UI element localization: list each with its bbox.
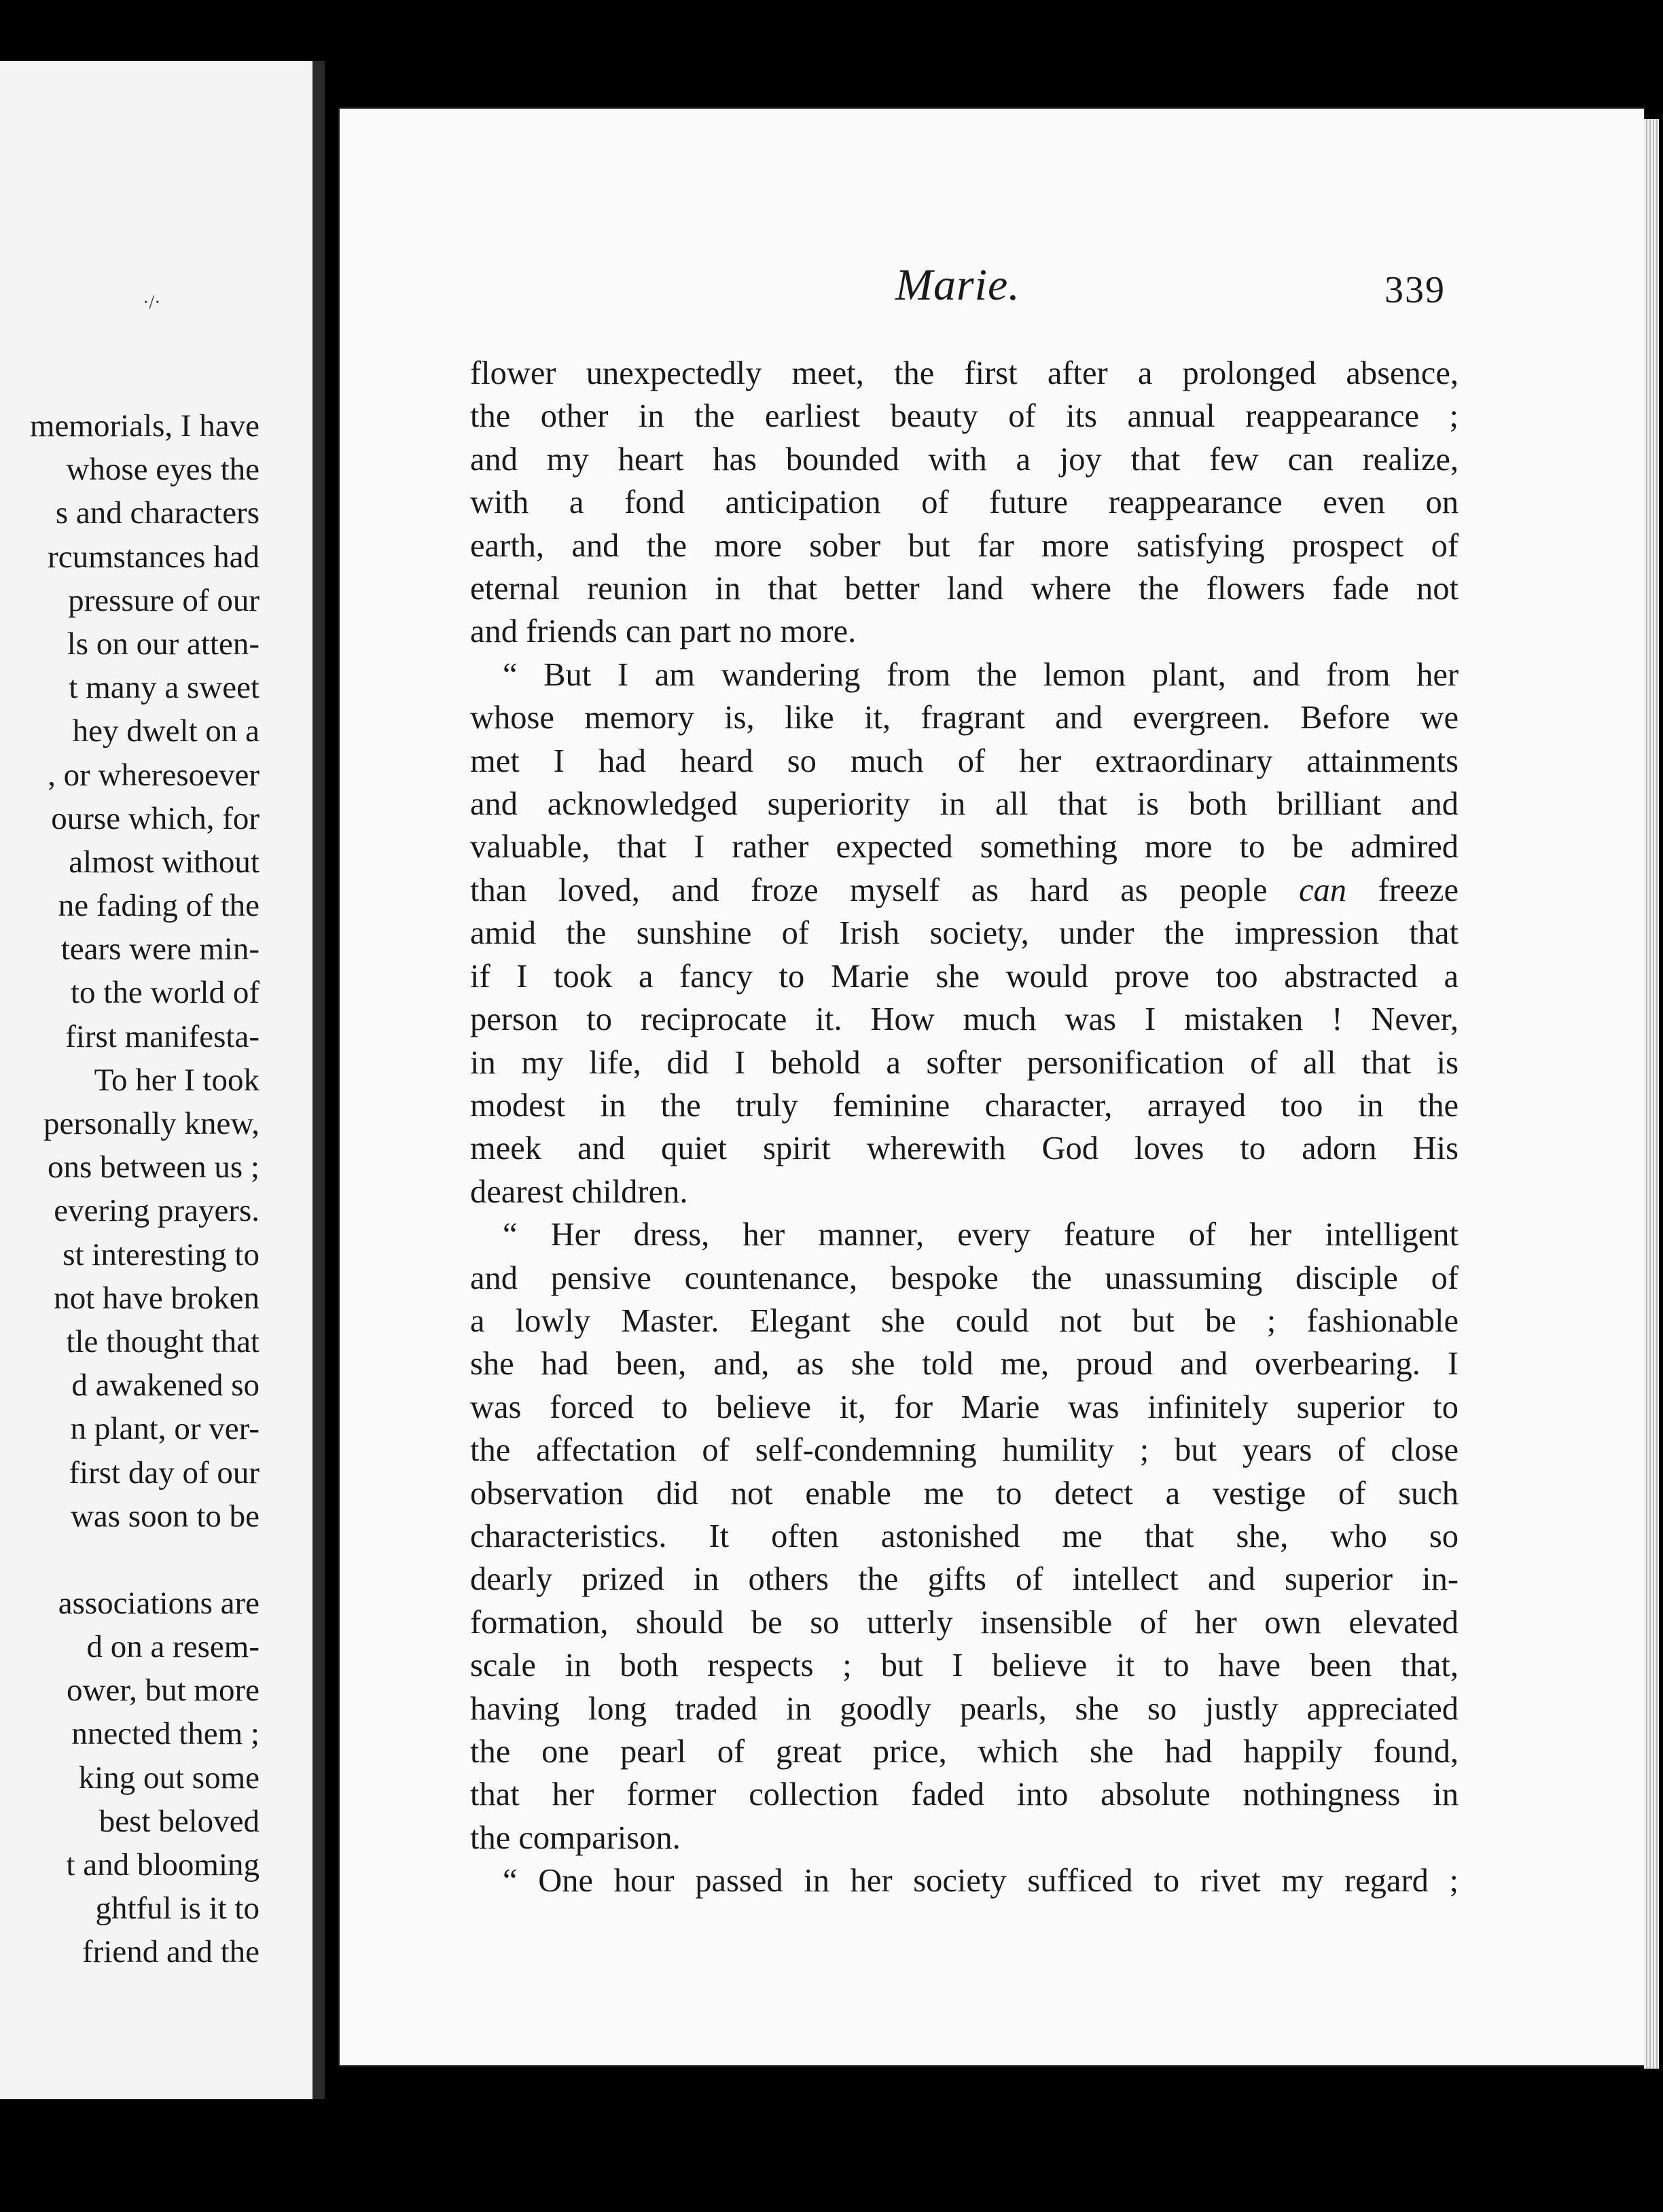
left-line: was soon to be <box>70 1498 260 1534</box>
text-line: whose memory is, like it, fragrant and evergreen. Before we <box>470 700 1459 736</box>
text-line: in my life, did I behold a softer personification of all that is <box>470 1044 1459 1081</box>
text-line: was forced to believe it, for Marie was infinitely superior to <box>470 1389 1459 1425</box>
left-line: s and characters <box>55 495 260 531</box>
left-page <box>0 61 325 2099</box>
page-edge <box>1644 119 1659 2069</box>
left-line: t many a sweet <box>69 670 260 706</box>
left-line: ghtful is it to <box>95 1891 260 1927</box>
body-text <box>470 352 1459 1903</box>
text-line: she had been, and, as she told me, proud and overbearing. I <box>470 1346 1459 1382</box>
left-line: rcumstances had <box>48 539 260 575</box>
text-line: met I had heard so much of her extraordinary attainments <box>470 743 1459 779</box>
text-line-start: than loved, and froze myself as hard as people <box>470 872 1268 908</box>
left-line: ls on our atten- <box>67 626 260 662</box>
text-line: the affectation of self-condemning humility ; but years of close <box>470 1432 1459 1469</box>
text-line: with a fond anticipation of future reappearance even on <box>470 484 1459 521</box>
left-line: To her I took <box>94 1062 260 1098</box>
text-line: a lowly Master. Elegant she could not but be ; fashionable <box>470 1302 1459 1339</box>
text-line: dearest children. <box>470 1173 688 1210</box>
text-line: if I took a fancy to Marie she would prove too abstracted a <box>470 958 1459 995</box>
text-line: and pensive countenance, bespoke the unassuming disciple of <box>470 1260 1459 1296</box>
left-line: , or wheresoever <box>48 757 260 793</box>
left-line: memorials, I have <box>29 408 260 444</box>
left-line: whose eyes the <box>66 452 260 488</box>
text-line: that her former collection faded into absolute nothingness in <box>470 1777 1459 1813</box>
left-line: associations are <box>58 1585 260 1621</box>
text-line: and friends can part no more. <box>470 613 857 650</box>
text-line: observation did not enable me to detect a vestige of such <box>470 1475 1459 1512</box>
running-head: Marie. <box>895 260 1020 310</box>
left-line: tle thought that <box>66 1323 260 1359</box>
left-line: hey dwelt on a <box>72 713 260 749</box>
text-line: formation, should be so utterly insensible of her own elevated <box>470 1604 1459 1641</box>
left-line: first manifesta- <box>65 1018 260 1054</box>
left-line: d awakened so <box>71 1368 260 1404</box>
text-line-end: freeze <box>1378 872 1459 908</box>
italic-word: can <box>1299 872 1347 908</box>
left-line: king out some <box>78 1760 260 1796</box>
text-line: flower unexpectedly meet, the first after a prolonged absence, <box>470 355 1459 391</box>
text-line: and acknowledged superiority in all that is both brilliant and <box>470 786 1459 823</box>
left-line: tears were min- <box>60 931 260 967</box>
text-line: “ One hour passed in her society sufficed to rivet my regard ; <box>503 1863 1459 1899</box>
left-line: first day of our <box>69 1455 260 1491</box>
text-line: earth, and the more sober but far more satisfying prospect of <box>470 527 1459 564</box>
left-line: pressure of our <box>68 582 260 618</box>
left-line: not have broken <box>54 1280 260 1316</box>
left-line: personally knew, <box>43 1106 260 1141</box>
left-page-mark: ·/· <box>143 292 161 313</box>
left-line: t and blooming <box>66 1847 260 1883</box>
text-line: “ But I am wandering from the lemon plant, and from her <box>503 656 1459 693</box>
left-line: d on a resem- <box>86 1629 260 1665</box>
text-line: having long traded in goodly pearls, she so justly appreciated <box>470 1690 1459 1727</box>
text-line <box>470 869 1459 912</box>
text-line: scale in both respects ; but I believe it to have been that, <box>470 1647 1459 1684</box>
page-number: 339 <box>1384 269 1446 311</box>
text-line: amid the sunshine of Irish society, under the impression that <box>470 915 1459 952</box>
left-line: friend and the <box>82 1934 260 1970</box>
left-line: almost without <box>69 844 260 880</box>
text-line: person to reciprocate it. How much was I mistaken ! Never, <box>470 1001 1459 1038</box>
left-line: st interesting to <box>62 1236 260 1272</box>
text-line: characteristics. It often astonished me that she, who so <box>470 1518 1459 1554</box>
text-line: eternal reunion in that better land where the flowers fade not <box>470 571 1459 607</box>
left-paragraph-gap <box>0 1538 260 1582</box>
text-line: and my heart has bounded with a joy that few can realize, <box>470 441 1459 478</box>
left-line: n plant, or ver- <box>70 1411 260 1447</box>
text-line: the comparison. <box>470 1819 681 1856</box>
text-line: the one pearl of great price, which she had happily found, <box>470 1734 1459 1770</box>
text-line: dearly prized in others the gifts of intellect and superior in- <box>470 1561 1459 1598</box>
left-line: ourse which, for <box>51 800 260 836</box>
left-page-text <box>0 404 260 1974</box>
left-line: to the world of <box>70 975 260 1011</box>
left-line: evering prayers. <box>54 1193 260 1229</box>
text-line: meek and quiet spirit wherewith God loves to adorn His <box>470 1130 1459 1167</box>
left-line: best beloved <box>99 1803 260 1839</box>
text-line: valuable, that I rather expected something more to be admired <box>470 829 1459 866</box>
left-line: ower, but more <box>67 1673 260 1709</box>
text-line: modest in the truly feminine character, arrayed too in the <box>470 1087 1459 1124</box>
left-line: nnected them ; <box>71 1716 260 1752</box>
text-line: “ Her dress, her manner, every feature of her intelligent <box>503 1217 1459 1253</box>
left-line: ne fading of the <box>58 888 260 924</box>
text-line: the other in the earliest beauty of its annual reappearance ; <box>470 398 1459 435</box>
left-line: ons between us ; <box>48 1149 260 1185</box>
